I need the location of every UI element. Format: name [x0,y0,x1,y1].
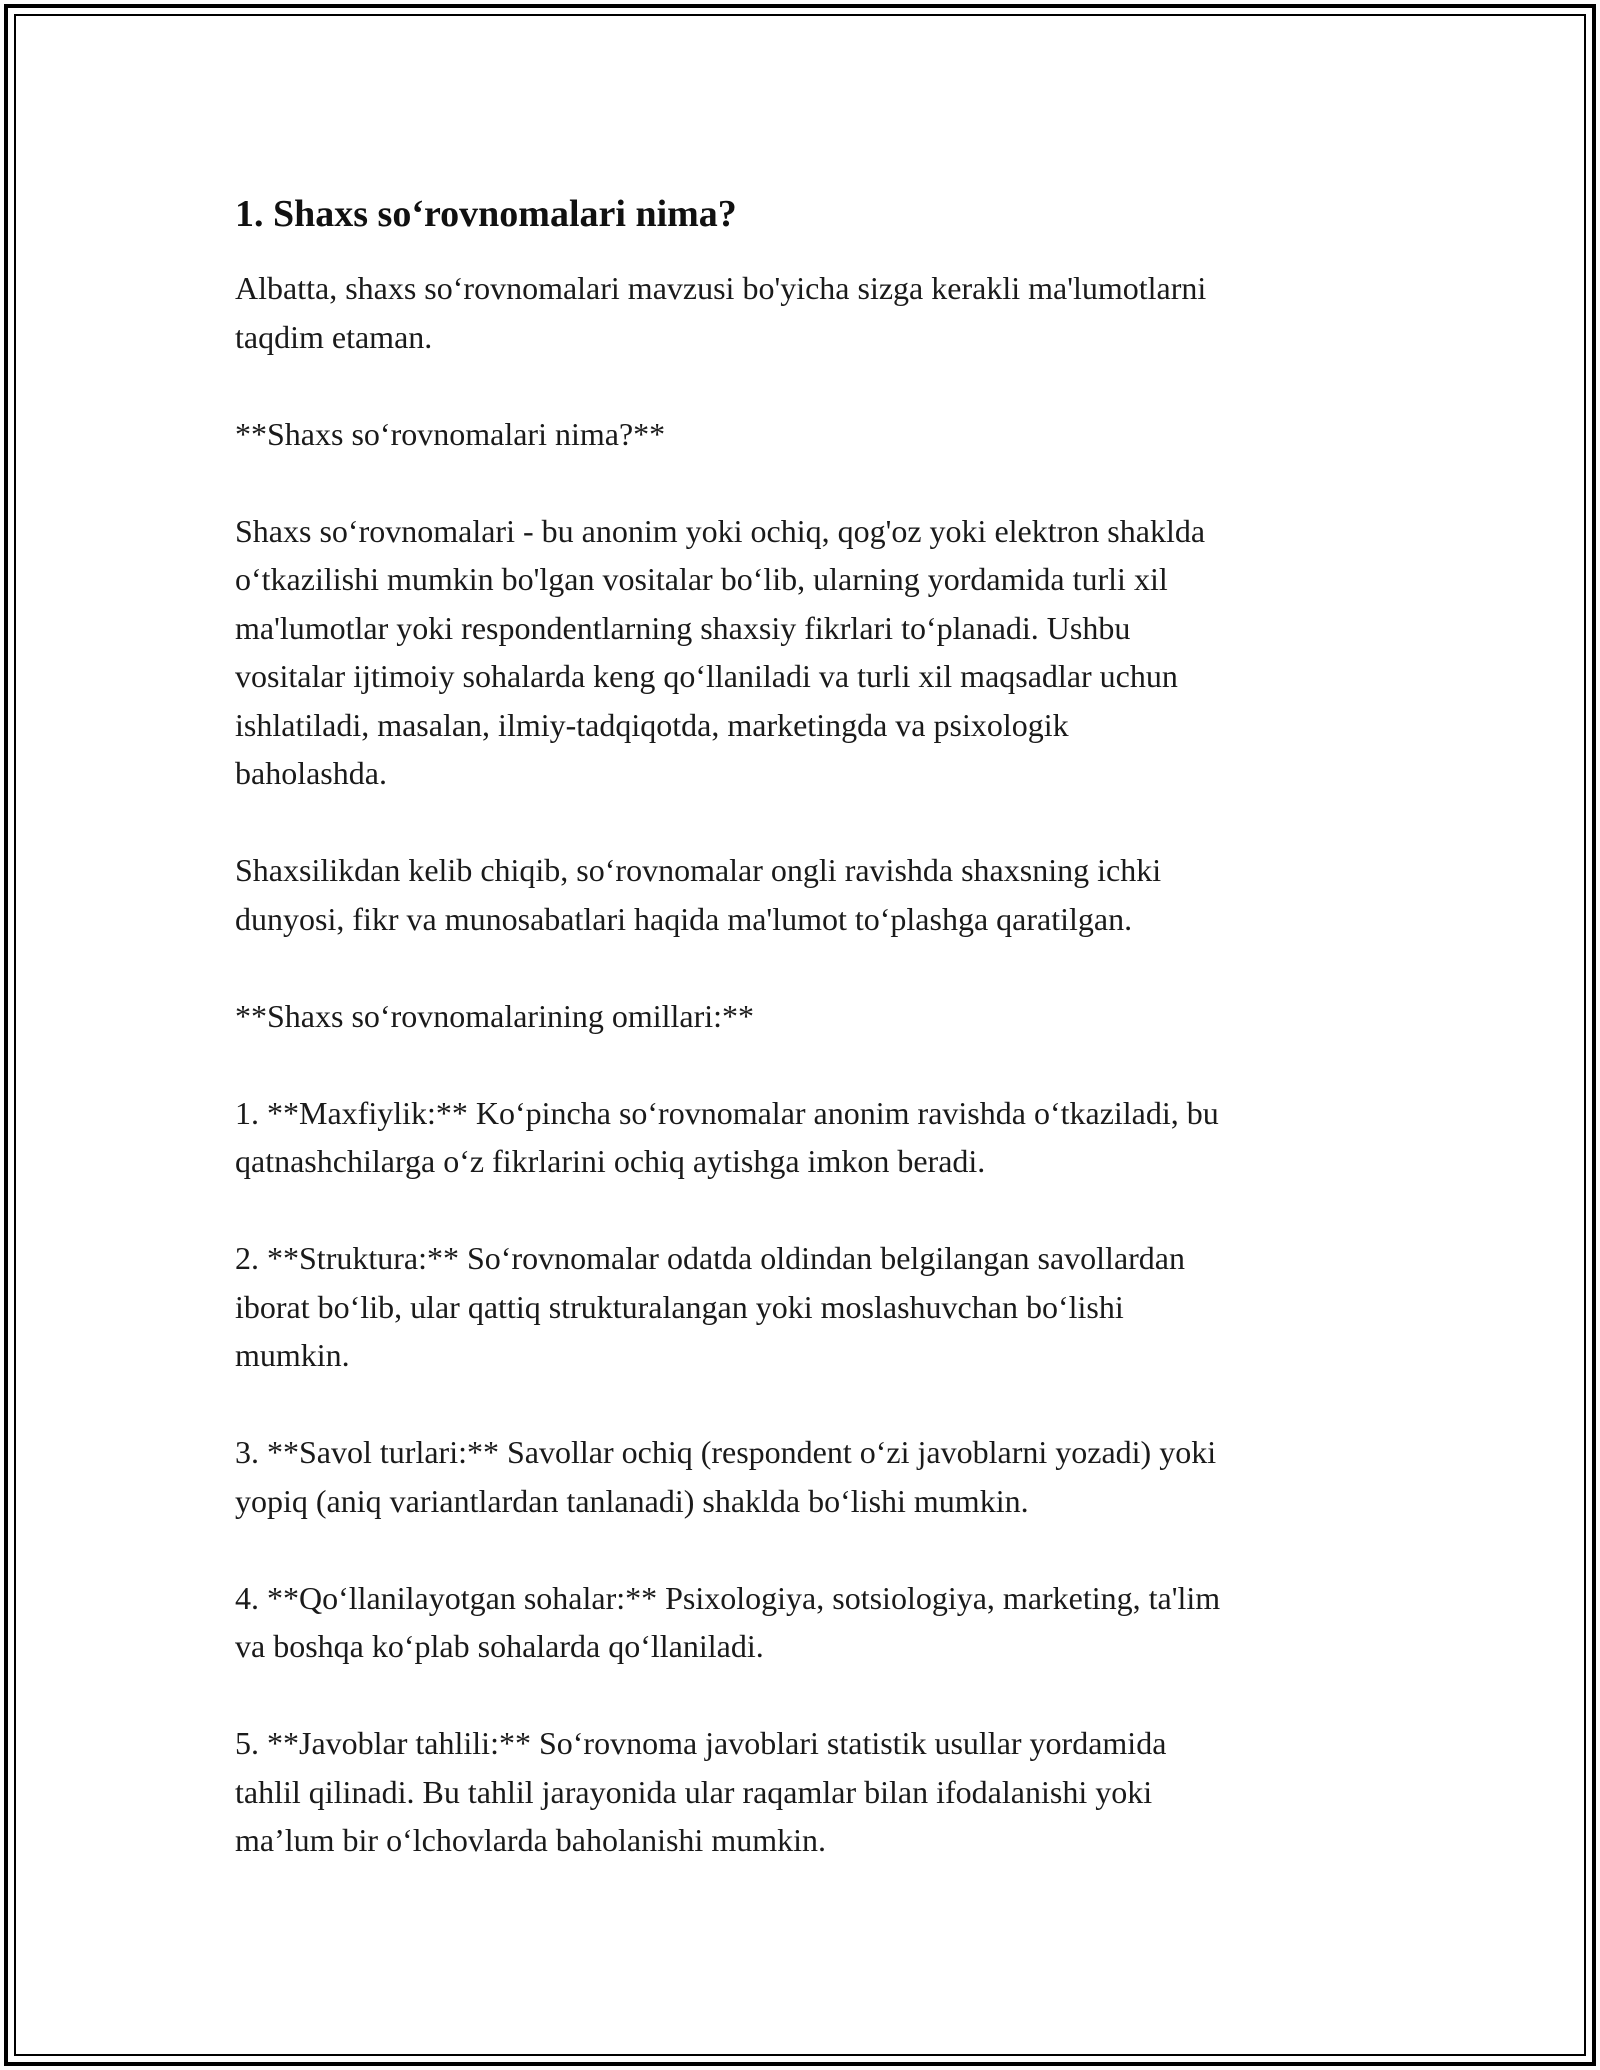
purpose-paragraph: Shaxsilikdan kelib chiqib, so‘rovnomalar ongli ravishda shaxsning ichki dunyosi, fikr va munosabatlari haqida ma'lumot to‘plashga qaratilgan. [235,852,1162,937]
list-item-question-types: 3. **Savol turlari:** Savollar ochiq (respondent o‘zi javoblarni yozadi) yoki yopiq (aniq variantlardan tanlanadi) shaklda bo‘lishi mumkin. [235,1434,1217,1519]
list-item-structure: 2. **Struktura:** So‘rovnomalar odatda oldindan belgilangan savollardan iborat bo‘lib, ular qattiq strukturalangan yoki moslashuvchan bo‘lishi mumkin. [235,1240,1185,1373]
list-item-privacy: 1. **Maxfiylik:** Ko‘pincha so‘rovnomalar anonim ravishda o‘tkaziladi, bu qatnashchilarga o‘z fikrlarini ochiq aytishga imkon beradi. [235,1094,1219,1179]
section-heading-factors: **Shaxs so‘rovnomalarining omillari:** [235,997,755,1034]
document-body [235,186,1385,1913]
section-heading-what: **Shaxs so‘rovnomalari nima?** [235,415,666,452]
list-item-analysis: 5. **Javoblar tahlili:** So‘rovnoma javoblari statistik usullar yordamida tahlil qilinadi. Bu tahlil jarayonida ular raqamlar bilan ifodalanishi yoki ma’lum bir o‘lchovlarda baholanishi mumkin. [235,1725,1167,1858]
definition-paragraph: Shaxs so‘rovnomalari - bu anonim yoki ochiq, qog'oz yoki elektron shaklda o‘tkazilishi mumkin bo'lgan vositalar bo‘lib, ularning yordamida turli xil ma'lumotlar yoki respondentlarning shaxsiy fikrlari to‘planadi. Ushbu vositalar ijtimoiy sohalarda keng qo‘llaniladi va turli xil maqsadlar uchun ishlatiladi, masalan, ilmiy-tadqiqotda, marketingda va psixologik baholashda. [235,512,1206,791]
intro-paragraph: Albatta, shaxs so‘rovnomalari mavzusi bo'yicha sizga kerakli ma'lumotlarni taqdim etaman. [235,270,1207,355]
list-item-fields: 4. **Qo‘llanilayotgan sohalar:** Psixologiya, sotsiologiya, marketing, ta'lim va boshqa ko‘plab sohalarda qo‘llaniladi. [235,1579,1221,1664]
document-title: 1. Shaxs so‘rovnomalari nima? [235,193,737,235]
